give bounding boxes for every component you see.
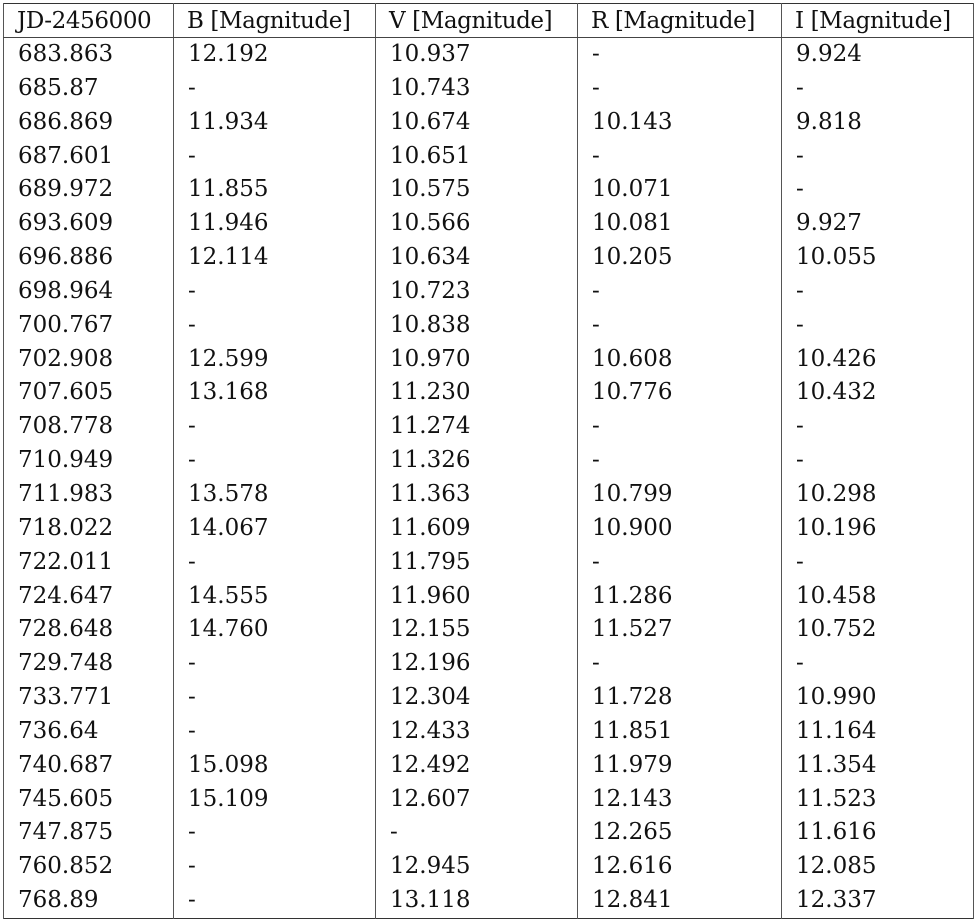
cell-r-magnitude: - bbox=[578, 410, 782, 444]
cell-v-magnitude: 12.607 bbox=[376, 783, 578, 817]
cell-b-magnitude: 12.192 bbox=[174, 38, 376, 72]
cell-b-magnitude: - bbox=[174, 816, 376, 850]
table-row bbox=[4, 275, 974, 309]
table-row bbox=[4, 783, 974, 817]
cell-r-magnitude: 10.205 bbox=[578, 241, 782, 275]
cell-v-magnitude: 10.723 bbox=[376, 275, 578, 309]
cell-jd: 747.875 bbox=[4, 816, 174, 850]
cell-b-magnitude: 14.067 bbox=[174, 512, 376, 546]
cell-jd: 768.89 bbox=[4, 884, 174, 918]
cell-i-magnitude: - bbox=[782, 647, 974, 681]
cell-i-magnitude: 10.196 bbox=[782, 512, 974, 546]
table-row bbox=[4, 613, 974, 647]
cell-jd: 740.687 bbox=[4, 749, 174, 783]
cell-v-magnitude: 11.363 bbox=[376, 478, 578, 512]
cell-b-magnitude: 13.578 bbox=[174, 478, 376, 512]
cell-i-magnitude: 9.927 bbox=[782, 207, 974, 241]
cell-r-magnitude: 10.799 bbox=[578, 478, 782, 512]
cell-r-magnitude: 11.286 bbox=[578, 580, 782, 614]
cell-jd: 707.605 bbox=[4, 376, 174, 410]
cell-i-magnitude: - bbox=[782, 410, 974, 444]
cell-i-magnitude: 11.523 bbox=[782, 783, 974, 817]
cell-jd: 728.648 bbox=[4, 613, 174, 647]
cell-r-magnitude: 12.265 bbox=[578, 816, 782, 850]
cell-i-magnitude: 12.337 bbox=[782, 884, 974, 918]
header-b-magnitude: B [Magnitude] bbox=[174, 4, 376, 38]
cell-jd: 760.852 bbox=[4, 850, 174, 884]
table-row bbox=[4, 478, 974, 512]
cell-i-magnitude: 10.752 bbox=[782, 613, 974, 647]
cell-r-magnitude: - bbox=[578, 546, 782, 580]
cell-v-magnitude: 11.609 bbox=[376, 512, 578, 546]
cell-v-magnitude: 11.960 bbox=[376, 580, 578, 614]
cell-v-magnitude: 10.634 bbox=[376, 241, 578, 275]
cell-r-magnitude: 10.071 bbox=[578, 173, 782, 207]
table-row bbox=[4, 207, 974, 241]
cell-i-magnitude: 10.426 bbox=[782, 343, 974, 377]
table-row bbox=[4, 173, 974, 207]
photometry-table-container bbox=[3, 3, 974, 919]
cell-jd: 689.972 bbox=[4, 173, 174, 207]
table-row bbox=[4, 343, 974, 377]
table-body bbox=[4, 38, 974, 919]
cell-jd: 711.983 bbox=[4, 478, 174, 512]
cell-jd: 698.964 bbox=[4, 275, 174, 309]
cell-v-magnitude: 11.230 bbox=[376, 376, 578, 410]
cell-jd: 685.87 bbox=[4, 72, 174, 106]
cell-r-magnitude: 11.527 bbox=[578, 613, 782, 647]
cell-b-magnitude: 15.098 bbox=[174, 749, 376, 783]
cell-v-magnitude: 12.304 bbox=[376, 681, 578, 715]
cell-jd: 686.869 bbox=[4, 106, 174, 140]
cell-jd: 745.605 bbox=[4, 783, 174, 817]
cell-jd: 724.647 bbox=[4, 580, 174, 614]
cell-b-magnitude: 11.946 bbox=[174, 207, 376, 241]
table-row bbox=[4, 106, 974, 140]
cell-b-magnitude: - bbox=[174, 444, 376, 478]
cell-r-magnitude: 10.608 bbox=[578, 343, 782, 377]
cell-r-magnitude: - bbox=[578, 275, 782, 309]
cell-i-magnitude: - bbox=[782, 309, 974, 343]
cell-b-magnitude: 14.760 bbox=[174, 613, 376, 647]
cell-jd: 700.767 bbox=[4, 309, 174, 343]
cell-i-magnitude: 10.432 bbox=[782, 376, 974, 410]
cell-i-magnitude: 10.458 bbox=[782, 580, 974, 614]
cell-v-magnitude: 12.433 bbox=[376, 715, 578, 749]
cell-i-magnitude: 10.990 bbox=[782, 681, 974, 715]
table-row bbox=[4, 309, 974, 343]
cell-v-magnitude: 10.743 bbox=[376, 72, 578, 106]
table-row bbox=[4, 72, 974, 106]
cell-r-magnitude: 10.143 bbox=[578, 106, 782, 140]
header-r-magnitude: R [Magnitude] bbox=[578, 4, 782, 38]
cell-i-magnitude: 9.818 bbox=[782, 106, 974, 140]
cell-b-magnitude: 11.934 bbox=[174, 106, 376, 140]
cell-b-magnitude: - bbox=[174, 546, 376, 580]
cell-b-magnitude: - bbox=[174, 140, 376, 174]
table-row bbox=[4, 410, 974, 444]
table-row bbox=[4, 647, 974, 681]
cell-jd: 708.778 bbox=[4, 410, 174, 444]
cell-jd: 718.022 bbox=[4, 512, 174, 546]
cell-b-magnitude: 13.168 bbox=[174, 376, 376, 410]
cell-r-magnitude: 11.728 bbox=[578, 681, 782, 715]
cell-v-magnitude: 12.196 bbox=[376, 647, 578, 681]
table-row bbox=[4, 444, 974, 478]
cell-b-magnitude: - bbox=[174, 715, 376, 749]
cell-r-magnitude: - bbox=[578, 38, 782, 72]
cell-jd: 683.863 bbox=[4, 38, 174, 72]
cell-b-magnitude: 12.114 bbox=[174, 241, 376, 275]
cell-b-magnitude: - bbox=[174, 410, 376, 444]
cell-i-magnitude: - bbox=[782, 140, 974, 174]
cell-i-magnitude: 12.085 bbox=[782, 850, 974, 884]
cell-jd: 736.64 bbox=[4, 715, 174, 749]
cell-i-magnitude: - bbox=[782, 546, 974, 580]
cell-v-magnitude: - bbox=[376, 816, 578, 850]
cell-b-magnitude: - bbox=[174, 647, 376, 681]
cell-v-magnitude: 10.575 bbox=[376, 173, 578, 207]
cell-v-magnitude: 10.937 bbox=[376, 38, 578, 72]
table-row bbox=[4, 241, 974, 275]
cell-r-magnitude: - bbox=[578, 140, 782, 174]
cell-i-magnitude: 11.164 bbox=[782, 715, 974, 749]
cell-r-magnitude: 10.081 bbox=[578, 207, 782, 241]
cell-b-magnitude: - bbox=[174, 72, 376, 106]
cell-b-magnitude: - bbox=[174, 850, 376, 884]
cell-jd: 687.601 bbox=[4, 140, 174, 174]
cell-r-magnitude: - bbox=[578, 309, 782, 343]
table-row bbox=[4, 546, 974, 580]
cell-b-magnitude: - bbox=[174, 309, 376, 343]
photometry-table bbox=[3, 3, 974, 919]
table-row bbox=[4, 749, 974, 783]
table-row bbox=[4, 512, 974, 546]
cell-v-magnitude: 11.274 bbox=[376, 410, 578, 444]
cell-i-magnitude: - bbox=[782, 275, 974, 309]
cell-jd: 733.771 bbox=[4, 681, 174, 715]
cell-i-magnitude: 10.055 bbox=[782, 241, 974, 275]
cell-jd: 696.886 bbox=[4, 241, 174, 275]
cell-v-magnitude: 11.326 bbox=[376, 444, 578, 478]
cell-r-magnitude: 12.841 bbox=[578, 884, 782, 918]
table-row bbox=[4, 140, 974, 174]
header-jd: JD-2456000 bbox=[4, 4, 174, 38]
cell-b-magnitude: - bbox=[174, 275, 376, 309]
cell-v-magnitude: 10.674 bbox=[376, 106, 578, 140]
table-row bbox=[4, 38, 974, 72]
cell-b-magnitude: - bbox=[174, 681, 376, 715]
cell-b-magnitude: 11.855 bbox=[174, 173, 376, 207]
table-row bbox=[4, 681, 974, 715]
cell-i-magnitude: - bbox=[782, 72, 974, 106]
cell-v-magnitude: 12.945 bbox=[376, 850, 578, 884]
cell-r-magnitude: - bbox=[578, 647, 782, 681]
cell-jd: 693.609 bbox=[4, 207, 174, 241]
cell-r-magnitude: 11.851 bbox=[578, 715, 782, 749]
header-row bbox=[4, 4, 974, 38]
cell-i-magnitude: - bbox=[782, 444, 974, 478]
cell-jd: 729.748 bbox=[4, 647, 174, 681]
cell-b-magnitude: 15.109 bbox=[174, 783, 376, 817]
cell-jd: 710.949 bbox=[4, 444, 174, 478]
table-row bbox=[4, 816, 974, 850]
cell-b-magnitude: 12.599 bbox=[174, 343, 376, 377]
table-row bbox=[4, 884, 974, 918]
table-header bbox=[4, 4, 974, 38]
cell-v-magnitude: 13.118 bbox=[376, 884, 578, 918]
table-row bbox=[4, 376, 974, 410]
cell-v-magnitude: 10.970 bbox=[376, 343, 578, 377]
cell-i-magnitude: 11.354 bbox=[782, 749, 974, 783]
cell-r-magnitude: 10.900 bbox=[578, 512, 782, 546]
table-row bbox=[4, 850, 974, 884]
cell-jd: 722.011 bbox=[4, 546, 174, 580]
cell-v-magnitude: 12.492 bbox=[376, 749, 578, 783]
cell-r-magnitude: 10.776 bbox=[578, 376, 782, 410]
cell-r-magnitude: 12.616 bbox=[578, 850, 782, 884]
cell-b-magnitude: - bbox=[174, 884, 376, 918]
cell-v-magnitude: 10.838 bbox=[376, 309, 578, 343]
cell-i-magnitude: 11.616 bbox=[782, 816, 974, 850]
cell-v-magnitude: 11.795 bbox=[376, 546, 578, 580]
cell-r-magnitude: 12.143 bbox=[578, 783, 782, 817]
cell-r-magnitude: 11.979 bbox=[578, 749, 782, 783]
table-row bbox=[4, 580, 974, 614]
cell-r-magnitude: - bbox=[578, 72, 782, 106]
cell-v-magnitude: 10.566 bbox=[376, 207, 578, 241]
cell-i-magnitude: - bbox=[782, 173, 974, 207]
header-v-magnitude: V [Magnitude] bbox=[376, 4, 578, 38]
cell-jd: 702.908 bbox=[4, 343, 174, 377]
cell-b-magnitude: 14.555 bbox=[174, 580, 376, 614]
cell-i-magnitude: 10.298 bbox=[782, 478, 974, 512]
cell-v-magnitude: 12.155 bbox=[376, 613, 578, 647]
table-row bbox=[4, 715, 974, 749]
cell-v-magnitude: 10.651 bbox=[376, 140, 578, 174]
cell-i-magnitude: 9.924 bbox=[782, 38, 974, 72]
cell-r-magnitude: - bbox=[578, 444, 782, 478]
header-i-magnitude: I [Magnitude] bbox=[782, 4, 974, 38]
